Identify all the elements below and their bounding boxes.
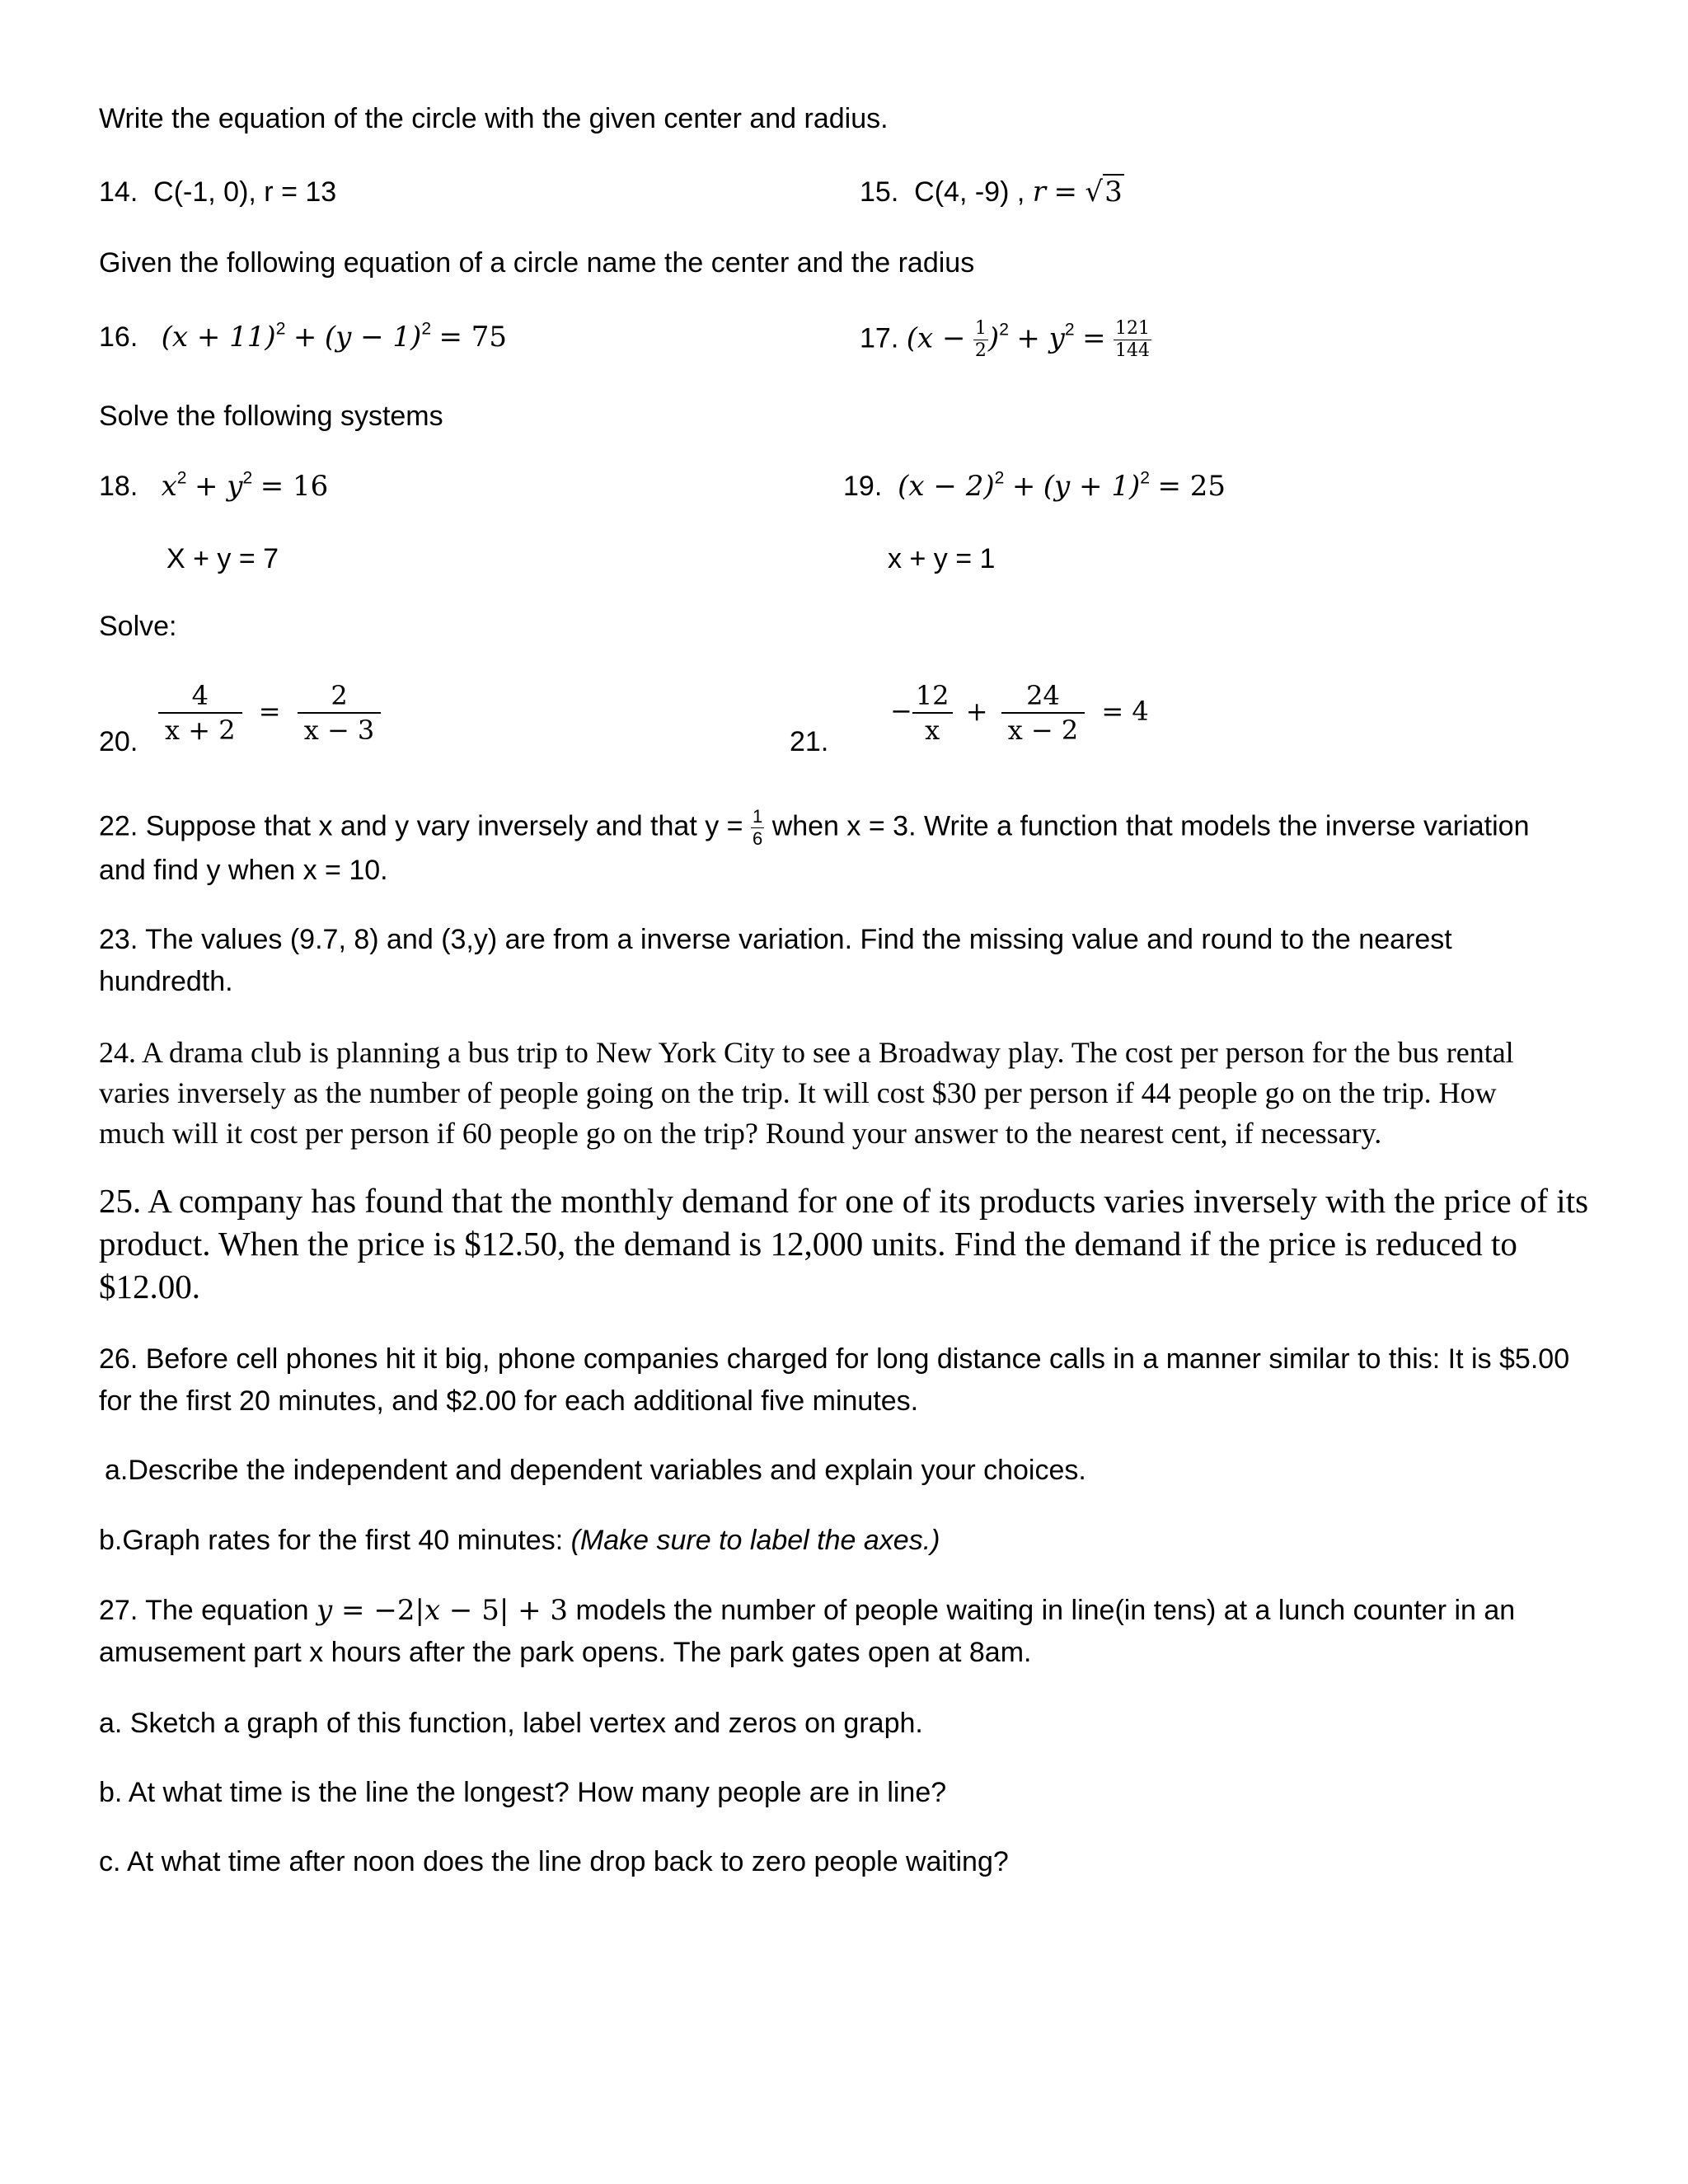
fraction-one-sixth (751, 808, 764, 848)
problem-26-line-2: for the first 20 minutes, and $2.00 for each additional five minutes. (99, 1385, 919, 1417)
exponent: 2 (1064, 320, 1075, 340)
problem-14 (99, 178, 336, 206)
exponent: 2 (275, 319, 286, 339)
problem-27-line-1 (99, 1594, 1516, 1627)
problem-27-part-c: c. At what time after noon does the line drop back to zero people waiting? (99, 1846, 1009, 1877)
right-hand-side: = 16 (260, 470, 329, 503)
term-open: (x − (906, 321, 966, 355)
radicand: 3 (1104, 176, 1123, 209)
section-heading-solve: Solve: (99, 611, 177, 642)
problem-27-line-2: amusement part x hours after the park opens. The park gates open at 8am. (99, 1637, 1032, 1668)
term-y: + y (1016, 321, 1065, 355)
fraction-rhs (1114, 320, 1151, 360)
section-heading-center-radius: Given the following equation of a circle name the center and the radius (99, 247, 975, 279)
problem-20-equation (158, 680, 381, 746)
right-hand-side: = 25 (1157, 470, 1226, 503)
term-b: (y + 1) (1043, 470, 1141, 503)
problem-number: 17. (860, 322, 899, 354)
exponent: 2 (176, 468, 187, 488)
right-hand-side: = 75 (438, 321, 508, 354)
term-close: ) (987, 321, 1000, 355)
fraction-left (158, 680, 242, 746)
numerator: 121 (1115, 318, 1151, 339)
term-a: (x − 2) (898, 470, 995, 503)
right-hand-side: = 4 (1101, 695, 1149, 727)
radical-sign: √ (1085, 176, 1104, 209)
problem-24-line-1: 24. A drama club is planning a bus trip to New York City to see a Broadway play. The cost per person for the bus rental (99, 1036, 1514, 1069)
equation-part: − 5| + 3 (440, 1594, 569, 1627)
denominator: 6 (752, 828, 763, 849)
problem-18-equation-2: X + y = 7 (166, 543, 279, 574)
equation-part: = −2| (332, 1594, 424, 1627)
problem-26-part-b (99, 1526, 940, 1554)
problem-15 (860, 176, 1124, 209)
problem-17 (860, 320, 1151, 360)
problem-number: 15. (860, 176, 899, 208)
problem-text-italic: (Make sure to label the axes.) (570, 1525, 940, 1556)
problem-number: 19. (843, 471, 883, 502)
problem-19-equation-2: x + y = 1 (888, 543, 996, 574)
term-b: (y − 1) (324, 321, 422, 354)
fraction-a (912, 680, 953, 746)
problem-text: when x = 3. Write a function that models the inverse variation (771, 810, 1530, 842)
denominator: 2 (974, 340, 987, 361)
equals-sign: = (1053, 176, 1077, 209)
problem-25-line-2: product. When the price is $12.50, the demand is 12,000 units. Find the demand if the price is reduced to (99, 1225, 1517, 1263)
plus-sign: + (293, 321, 317, 354)
plus-sign: + (965, 695, 988, 727)
problem-text: C(-1, 0), r = 13 (153, 176, 337, 208)
denominator: x − 2 (1007, 715, 1079, 746)
fraction-one-half (973, 320, 988, 360)
problem-24-line-3: much will it cost per person if 60 people go on the trip? Round your answer to the nearest cent, if necessary. (99, 1117, 1382, 1150)
square-root (1085, 176, 1123, 209)
problem-21-equation (890, 680, 1149, 746)
variable-x: x (424, 1594, 441, 1627)
minus-sign: − (890, 695, 912, 727)
fraction-right (298, 680, 382, 746)
numerator: 2 (298, 682, 382, 714)
problem-27-part-b: b. At what time is the line the longest? How many people are in line? (99, 1777, 947, 1808)
exponent: 2 (994, 468, 1005, 488)
problem-16 (99, 319, 508, 354)
term-a: (x + 11) (161, 321, 276, 354)
term-y: + y (194, 470, 243, 503)
variable-y: y (316, 1594, 333, 1627)
problem-text: 22. Suppose that x and y vary inversely and that y = (99, 810, 743, 842)
problem-18 (99, 468, 329, 503)
problem-26-part-a: a.Describe the independent and dependent variables and explain your choices. (105, 1455, 1086, 1486)
equals-sign: = (258, 695, 281, 727)
problem-text: b.Graph rates for the first 40 minutes: (99, 1525, 571, 1556)
exponent: 2 (999, 320, 1009, 340)
exponent: 2 (242, 468, 253, 488)
denominator: x − 3 (303, 715, 375, 746)
problem-25-line-1: 25. A company has found that the monthly demand for one of its products varies inversely with the price of its (99, 1182, 1589, 1220)
exponent: 2 (421, 319, 432, 339)
numerator: 4 (158, 682, 242, 714)
problem-25-line-3: $12.00. (99, 1268, 200, 1305)
problem-21-number: 21. (790, 726, 829, 757)
numerator: 12 (912, 682, 953, 714)
section-heading-circle-equation: Write the equation of the circle with the given center and radius. (99, 103, 889, 134)
section-heading-systems: Solve the following systems (99, 401, 443, 432)
denominator: x (925, 715, 940, 746)
denominator: x + 2 (165, 715, 236, 746)
exponent: 2 (1140, 468, 1150, 488)
equals-sign: = (1082, 321, 1106, 355)
numerator: 1 (974, 318, 987, 339)
plus-sign: + (1011, 470, 1036, 503)
problem-26-line-1: 26. Before cell phones hit it big, phone companies charged for long distance calls in a manner similar to this: It is $5.00 (99, 1343, 1570, 1375)
term-x: x (161, 470, 177, 503)
problem-20-number: 20. (99, 726, 138, 757)
problem-27-part-a: a. Sketch a graph of this function, label vertex and zeros on graph. (99, 1708, 923, 1739)
problem-text: C(4, -9) , (914, 176, 1025, 208)
problem-text: models the number of people waiting in line(in tens) at a lunch counter in an (568, 1595, 1516, 1626)
problem-23-line-1: 23. The values (9.7, 8) and (3,y) are from a inverse variation. Find the missing value and round to the nearest (99, 924, 1452, 955)
problem-19 (843, 468, 1226, 503)
problem-22-line-1 (99, 808, 1529, 848)
problem-number: 18. (99, 471, 138, 502)
fraction-b (1001, 680, 1085, 746)
problem-22-line-2: and find y when x = 10. (99, 855, 388, 886)
problem-24-line-2: varies inversely as the number of people going on the trip. It will cost $30 per person if 44 people go on the trip. How (99, 1076, 1497, 1109)
problem-23-line-2: hundredth. (99, 966, 233, 997)
numerator: 1 (752, 806, 763, 827)
problem-text: 27. The equation (99, 1595, 317, 1626)
numerator: 24 (1001, 682, 1085, 714)
radius-variable: r (1032, 176, 1047, 209)
denominator: 144 (1115, 340, 1151, 361)
problem-number: 16. (99, 321, 138, 353)
problem-number: 14. (99, 176, 138, 208)
